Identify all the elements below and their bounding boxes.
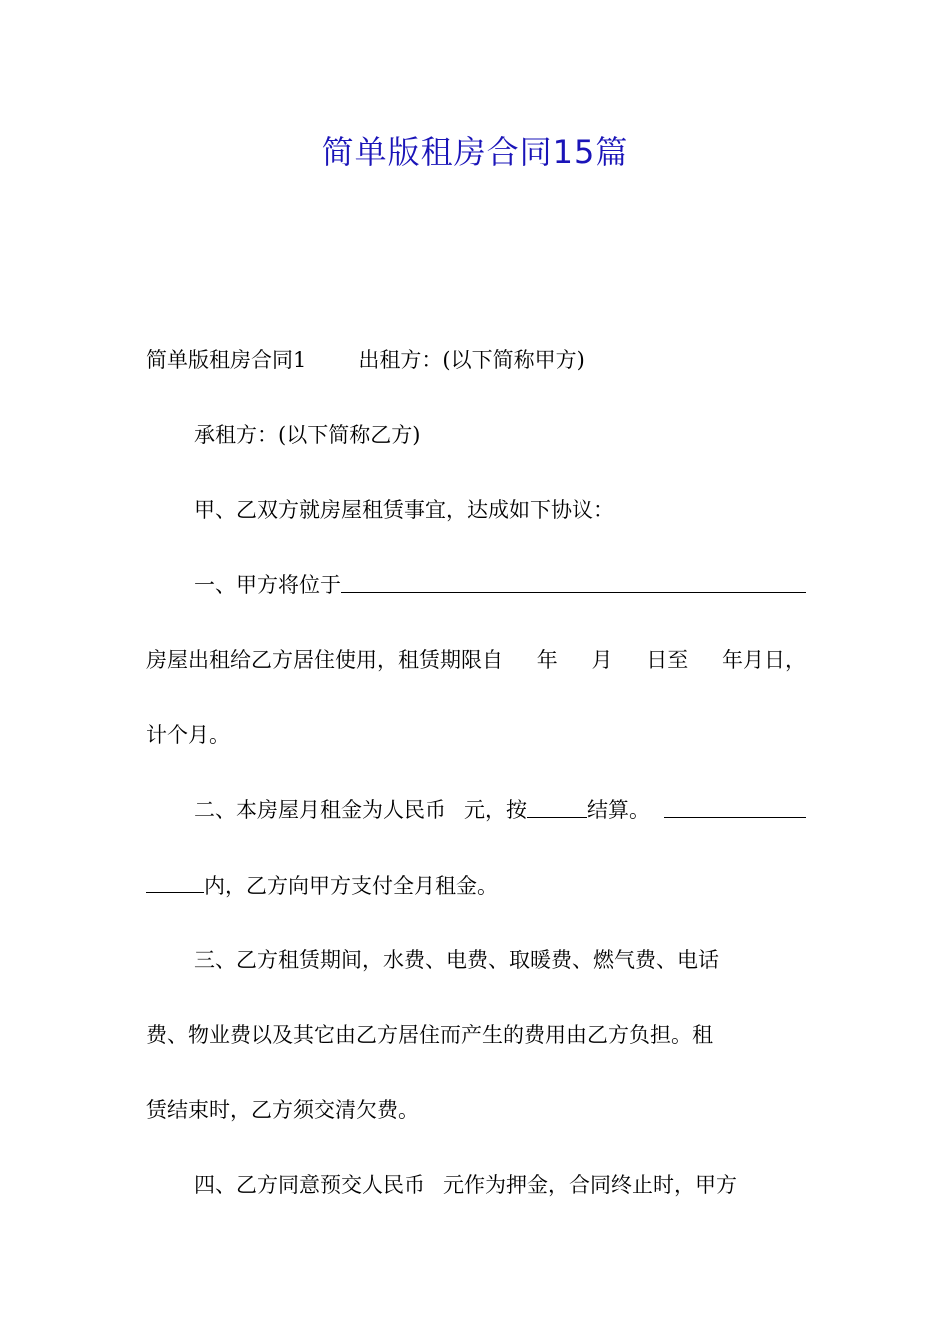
document-title: 简单版租房合同15篇 [321,133,629,171]
lessor-label: 出租方：(以下简称甲方) [358,348,585,372]
clause-3-line-3: 赁结束时，乙方须交清欠费。 [146,1098,419,1122]
clause-1-day-to: 日至 [646,648,689,672]
clause-2-settle: 结算。 [587,798,650,822]
clause-1-year: 年 [536,648,558,672]
intro-paragraph: 甲、乙双方就房屋租赁事宜，达成如下协议： [194,498,614,522]
clause-2-line-1 [194,795,806,825]
clause-4-termination: 元作为押金，合同终止时，甲方 [443,1173,737,1197]
clause-2-line-2 [146,870,806,901]
clause-1-line-1 [194,570,806,600]
clause-1-end-date: 年月日， [722,648,806,672]
address-blank [341,570,806,593]
section-heading: 简单版租房合同1 [146,348,307,372]
lessee-line: 承租方：(以下简称乙方) [194,423,421,447]
clause-1-line-3: 计个月。 [146,723,230,747]
clause-3-line-1: 三、乙方租赁期间，水费、电费、取暖费、燃气费、电话 [194,948,719,972]
clause-1-text: 一、甲方将位于 [194,573,341,597]
settlement-blank [527,795,587,818]
clause-4-deposit: 四、乙方同意预交人民币 [194,1173,425,1197]
clause-3-line-2: 费、物业费以及其它由乙方居住而产生的费用由乙方负担。租 [146,1023,713,1047]
clause-2-unit: 元，按 [464,798,527,822]
clause-4-line-1 [194,1170,806,1200]
date-blank-continued [146,870,204,893]
date-blank [664,795,806,818]
clause-2-text: 二、本房屋月租金为人民币 [194,798,446,822]
clause-1-lease-text: 房屋出租给乙方居住使用，租赁期限自 [146,648,503,672]
clause-1-month: 月 [591,648,613,672]
heading-line [146,345,806,375]
clause-2-payment: 内，乙方向甲方支付全月租金。 [204,874,498,898]
clause-1-line-2 [146,645,806,675]
